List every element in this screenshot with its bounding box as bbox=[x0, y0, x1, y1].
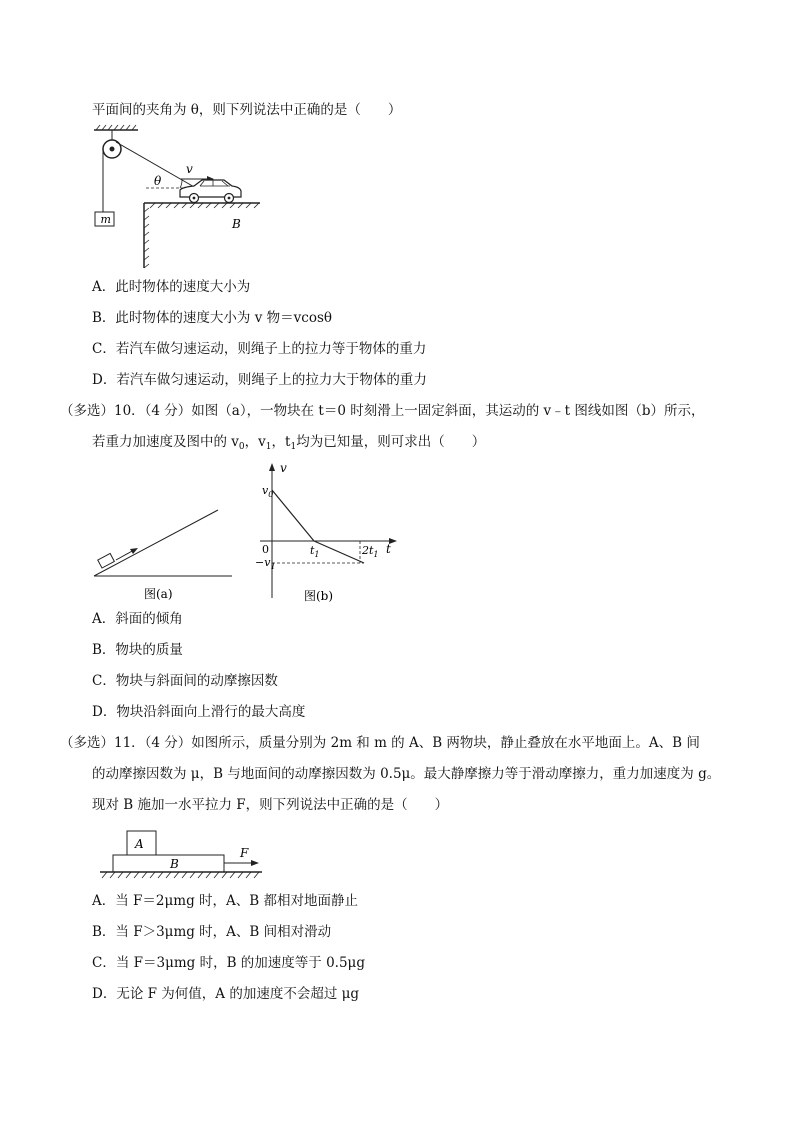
q11-option-c: C．当 F＝3μmg 时，B 的加速度等于 0.5μg bbox=[92, 955, 365, 971]
block-a-label: A bbox=[135, 837, 144, 851]
block-b-label: B bbox=[170, 857, 179, 871]
origin-label: 0 bbox=[262, 543, 269, 556]
force-f-label: F bbox=[240, 846, 249, 860]
q11-stem-line3: 现对 B 施加一水平拉力 F，则下列说法中正确的是（ ） bbox=[92, 797, 449, 813]
figure-a-caption: 图(a) bbox=[144, 587, 173, 601]
q9-option-d: D．若汽车做匀速运动，则绳子上的拉力大于物体的重力 bbox=[92, 372, 427, 388]
q11-option-a: A．当 F＝2μmg 时，A、B 都相对地面静止 bbox=[92, 893, 358, 909]
figure-b-caption: 图(b) bbox=[304, 589, 334, 603]
q11-blocks-figure bbox=[96, 828, 266, 884]
neg-v1-label: $-v_1$ bbox=[255, 556, 276, 571]
q10-incline-figure bbox=[90, 500, 240, 605]
v-axis-label: v bbox=[280, 461, 287, 475]
mass-label: m bbox=[100, 213, 111, 226]
q10-stem-line2: 若重力加速度及图中的 $v_0$，$v_1$，$t_1$均为已知量，则可求出（ ） bbox=[92, 434, 486, 452]
q10-option-b: B．物块的质量 bbox=[92, 642, 183, 658]
q10-option-d: D．物块沿斜面向上滑行的最大高度 bbox=[92, 704, 306, 720]
q11-stem-line1: （多选）11．（4 分）如图所示，质量分别为 2m 和 m 的 A、B 两物块，静止叠放在水平地面上。A、B 间 bbox=[60, 735, 700, 751]
q9-option-a: A．此时物体的速度大小为 bbox=[92, 279, 251, 295]
q10-option-a: A．斜面的倾角 bbox=[92, 611, 183, 627]
v0-label: $v_0$ bbox=[262, 484, 274, 499]
q9-stem-tail: 平面间的夹角为 θ，则下列说法中正确的是（ ） bbox=[92, 102, 402, 118]
angle-label: θ bbox=[154, 174, 162, 188]
t-axis-label: t bbox=[386, 542, 391, 556]
q11-option-b: B．当 F＞3μmg 时，A、B 间相对滑动 bbox=[92, 924, 332, 940]
q10-option-c: C．物块与斜面间的动摩擦因数 bbox=[92, 673, 278, 689]
q10-vt-graph bbox=[252, 460, 402, 605]
q9-option-b: B．此时物体的速度大小为 v 物＝vcosθ bbox=[92, 310, 333, 326]
2t1-label: $2t_1$ bbox=[362, 544, 379, 559]
q11-option-d: D．无论 F 为何值，A 的加速度不会超过 μg bbox=[92, 986, 360, 1002]
q9-option-c: C．若汽车做匀速运动，则绳子上的拉力等于物体的重力 bbox=[92, 341, 427, 357]
t1-label: $t_1$ bbox=[310, 544, 320, 559]
q9-pulley-car-figure bbox=[88, 124, 278, 274]
q11-stem-line2: 的动摩擦因数为 μ，B 与地面间的动摩擦因数为 0.5μ。最大静摩擦力等于滑动摩擦力，重力加速度为 g。 bbox=[92, 766, 721, 782]
b-label: B bbox=[232, 217, 241, 231]
q10-stem-line1: （多选）10．（4 分）如图（a），一物块在 t＝0 时刻滑上一固定斜面，其运动的 v﹣t 图线如图（b）所示， bbox=[60, 403, 705, 419]
velocity-label: v bbox=[186, 162, 193, 176]
